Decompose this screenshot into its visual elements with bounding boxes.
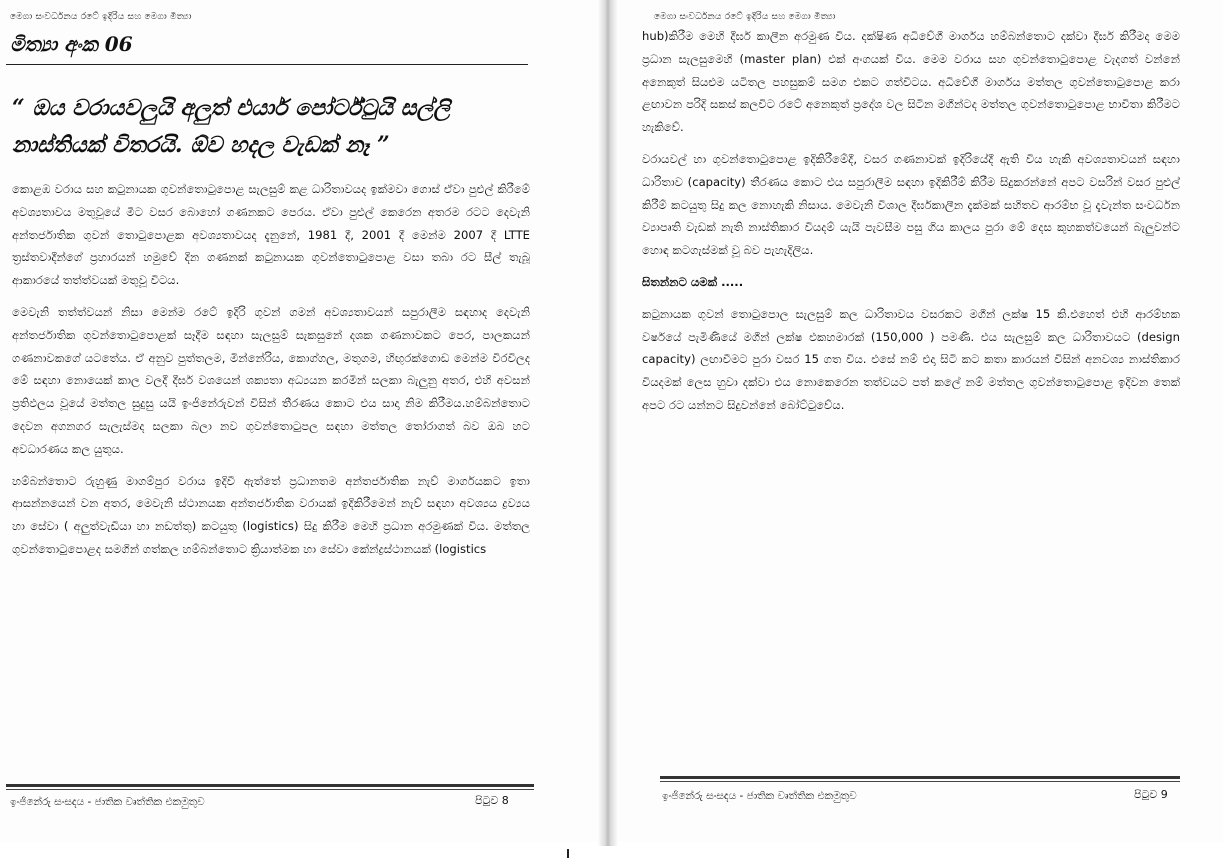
page-number: පිටුව 9 bbox=[1134, 788, 1168, 801]
footer-rule bbox=[6, 784, 534, 787]
scan-margin bbox=[0, 846, 1223, 858]
footer-rule-thin bbox=[6, 789, 534, 790]
paragraph: hub)කිරීම මෙහි දීර්ඝ කාලීන අරමුණ විය. දක්ෂිණ අධිවේගී මාර්ගය හම්බන්තොට දක්වා දීර්ඝ කිරීමද මෙම ප්‍රධාන සැලසුමෙහි (master plan) එක් අංගයක් විය. මෙම වරාය සහ ගුවන්තොටුපොළ වැදගත් වන්නේ අනෙකුත් සියළුම යටිතල පහසුකම් සමග එකට ගත්විටය. අධිවේගී මාර්ගය මත්තල ගුවන්තොටුපොළ කරා ළඟාවන පරිදි සකස් කලවිට රටේ අනෙකුත් ප්‍රදේශ වල සිටින මගීන්ටද මත්තල ගුවන්තොටුපොළ භාවිතා කිරීමට හැකිවේ. bbox=[642, 29, 1180, 135]
footer-text: ඉංජිනේරු සංසදය - ජාතික වෘත්තික එකමුතුව bbox=[662, 790, 857, 802]
paragraph: කටුනායක ගුවන් තොටුපොල සැලසුම් කල ධාරිතාවය වසරකට මගීන් ලක්ෂ 15 කි.එහෙත් එහි ආරම්භක වර්ෂයේ පැමිණියේ මගීන් ලක්ෂ එකහමාරක් (150,000 ) පමණි. එය සැලසුම් කල ධාරිතාවයට (design capacity) ලඟාවීමට පුරා වසර 15 ගත විය. එසේ නම් එදා සිටි කට කතා කාරයන් විසින් අනවශ්‍ය නාස්තිකාර වියදමක් ලෙස හුවා දක්වා එය නොකෙරෙන තත්වයට පත් කලේ නම් මත්තල ගුවන්තොටුපොළ ඉදිවන තෙක් අපට රට යන්නට සිදුවන්නේ බෝට්ටුවේය. bbox=[642, 306, 1180, 412]
footer-text: ඉංජිනේරු සංසදය - ජාතික වෘත්තික එකමුතුව bbox=[10, 796, 205, 808]
footer-rule-thin bbox=[660, 781, 1180, 782]
running-head: මෙගා සංවර්ධනය රටේ ඉදිරිය සහ මෙගා මිත්‍යා bbox=[10, 12, 192, 22]
running-head: මෙගා සංවර්ධනය රටේ ඉදිරිය සහ මෙගා මිත්‍යා bbox=[654, 12, 836, 22]
scan-mark bbox=[567, 849, 569, 858]
body-text bbox=[642, 25, 1180, 426]
quote-title: “ ඔය වරායවලුයි අලුත් එයාර් පෝර්ට්ටුයි සල්ලි නාස්තියක් විතරයි. ඕව හදල වැඩක් නෑ ” bbox=[12, 95, 451, 158]
footer-rule bbox=[660, 776, 1180, 779]
page-number: පිටුව 8 bbox=[475, 794, 509, 807]
book-gutter bbox=[598, 0, 618, 848]
paragraph: වරායවල් හා ගුවන්තොටුපොළ ඉදිකිරීමේදී, වසර ගණනාවක් ඉදිරියේදී ඇති විය හැකි අවශ්‍යතාවයන් සඳහා ධාරිතාව (capacity) තීරණය කොට එය සපුරාලීම සඳහා ඉදිකිරීම් කිරීම සිදුකරන්නේ අපට වසරින් වසර පුළුල් කිරීම් කටයුතු සිදු කල නොහැකි නිසාය. මෙවැනි විශාල දීර්ඝකාලීන දැක්මක් සහිතව ආරම්භ වූ දැවැන්ත සංවර්ධන ව්‍යාපෘති වැඩක් නැති නාස්තිකාර වියදම් යැයි පැවසීම පසු ගිය කාලය පුරා මේ දෙස කුහකත්වයෙන් බැලුවන්ට හොඳ කටගැස්මක් වූ බව පැහැදිලිය. bbox=[642, 151, 1180, 258]
issue-label: මිත්‍යා අංක 06 bbox=[10, 32, 133, 56]
header-rule bbox=[6, 64, 528, 65]
paragraph: හම්බන්තොට රුහුණු මාගම්පුර වරාය ඉදිවී ඇත්තේ ප්‍රධානතම අන්තර්ජාතික නැව් මාර්ගයකට ඉතා ආසන්නයෙන් වන අතර, මෙවැනි ස්ථානයක අන්තර්ජාතික වරායක් ඉදිකිරීමෙන් නැව් සඳහා අවශ්‍යය ද්‍රව්‍යය හා සේවා ( අලුත්වැඩියා හා නඩත්තු) කටයුතු (logistics) සිදු කිරීම මෙහි ප්‍රධාන අරමුණක් විය. මත්තල ගුවන්තොටුපොළද සමගින් ගත්කල හම්බන්තොට ක්‍රියාත්මක හා සේවා කේන්ද්‍රස්ථානයක් (logistics bbox=[12, 473, 530, 556]
subheading: සිතන්නට යමක් ..... bbox=[642, 274, 744, 289]
paragraph: කොළඹ වරාය සහ කටුනායක ගුවන්තොටුපොළ සැලසුම් කළ ධාරිතාවයද ඉක්මවා ගොස් ඒවා පුළුල් කිරීමේ අවශ්‍යතාවය මතුවූයේ මීට වසර බොහෝ ගණනකට පෙරය. ඒවා පුළුල් කෙරෙන අතරම රටට දෙවැනි අන්තර්ජාතික ගුවන් තොටුපොළක අවශ්‍යතාවයද දැනුනේ, 1981 දී, 2001 දී මෙන්ම 2007 දී LTTE ත්‍රස්තවාදීන්ගේ ප්‍රහාරයන් හමුවේ දින ගණනක් කටුනායක ගුවන්තොටුපොළ වසා තබා රට සීල් තැබූ ආකාරයේ තත්ත්වයක් මතුවූ විටය. bbox=[12, 182, 530, 288]
right-page bbox=[618, 0, 1223, 842]
left-page bbox=[0, 0, 598, 842]
paragraph: මෙවැනි තත්ත්වයන් නිසා මෙන්ම රටේ ඉදිරි ගුවන් ගමන් අවශ්‍යතාවයන් සපුරාලීම සඳහාද දෙවැනි අන්තර්ජාතික ගුවන්තොටුපොළක් සෑදීම සඳහා සැලසුම් සැකසුනේ දශක ගණනාවකට පෙර, පාලකයන් ගණනාවකගේ යටතේය. ඒ අනුව පුත්තලම, මින්නේරිය, කොග්ගල, මතුගම, හිඟුරක්ගොඩ මෙන්ම විරවිලද මේ සඳහා නොයෙක් කාල වලදී දීර්ඝ වශයෙන් ශක්‍යතා අධ්‍යයන කරමින් සලකා බැලුනු අතර, එහි අවසන් ප්‍රතිඵලය වූයේ මත්තල සුදුසු යයි ඉංජිනේරුවන් විසින් තීරණය කොට එය සාදා නිම කිරීමය.හම්බන්තොට දෙවන අගනගර සැලැස්මද සලකා බලා නව ගුවන්තොටුපල සඳහා මත්තල තෝරාගත් බව ඔබ හට අවධාරණය කල යුතුය. bbox=[12, 304, 530, 456]
body-text bbox=[12, 178, 530, 570]
